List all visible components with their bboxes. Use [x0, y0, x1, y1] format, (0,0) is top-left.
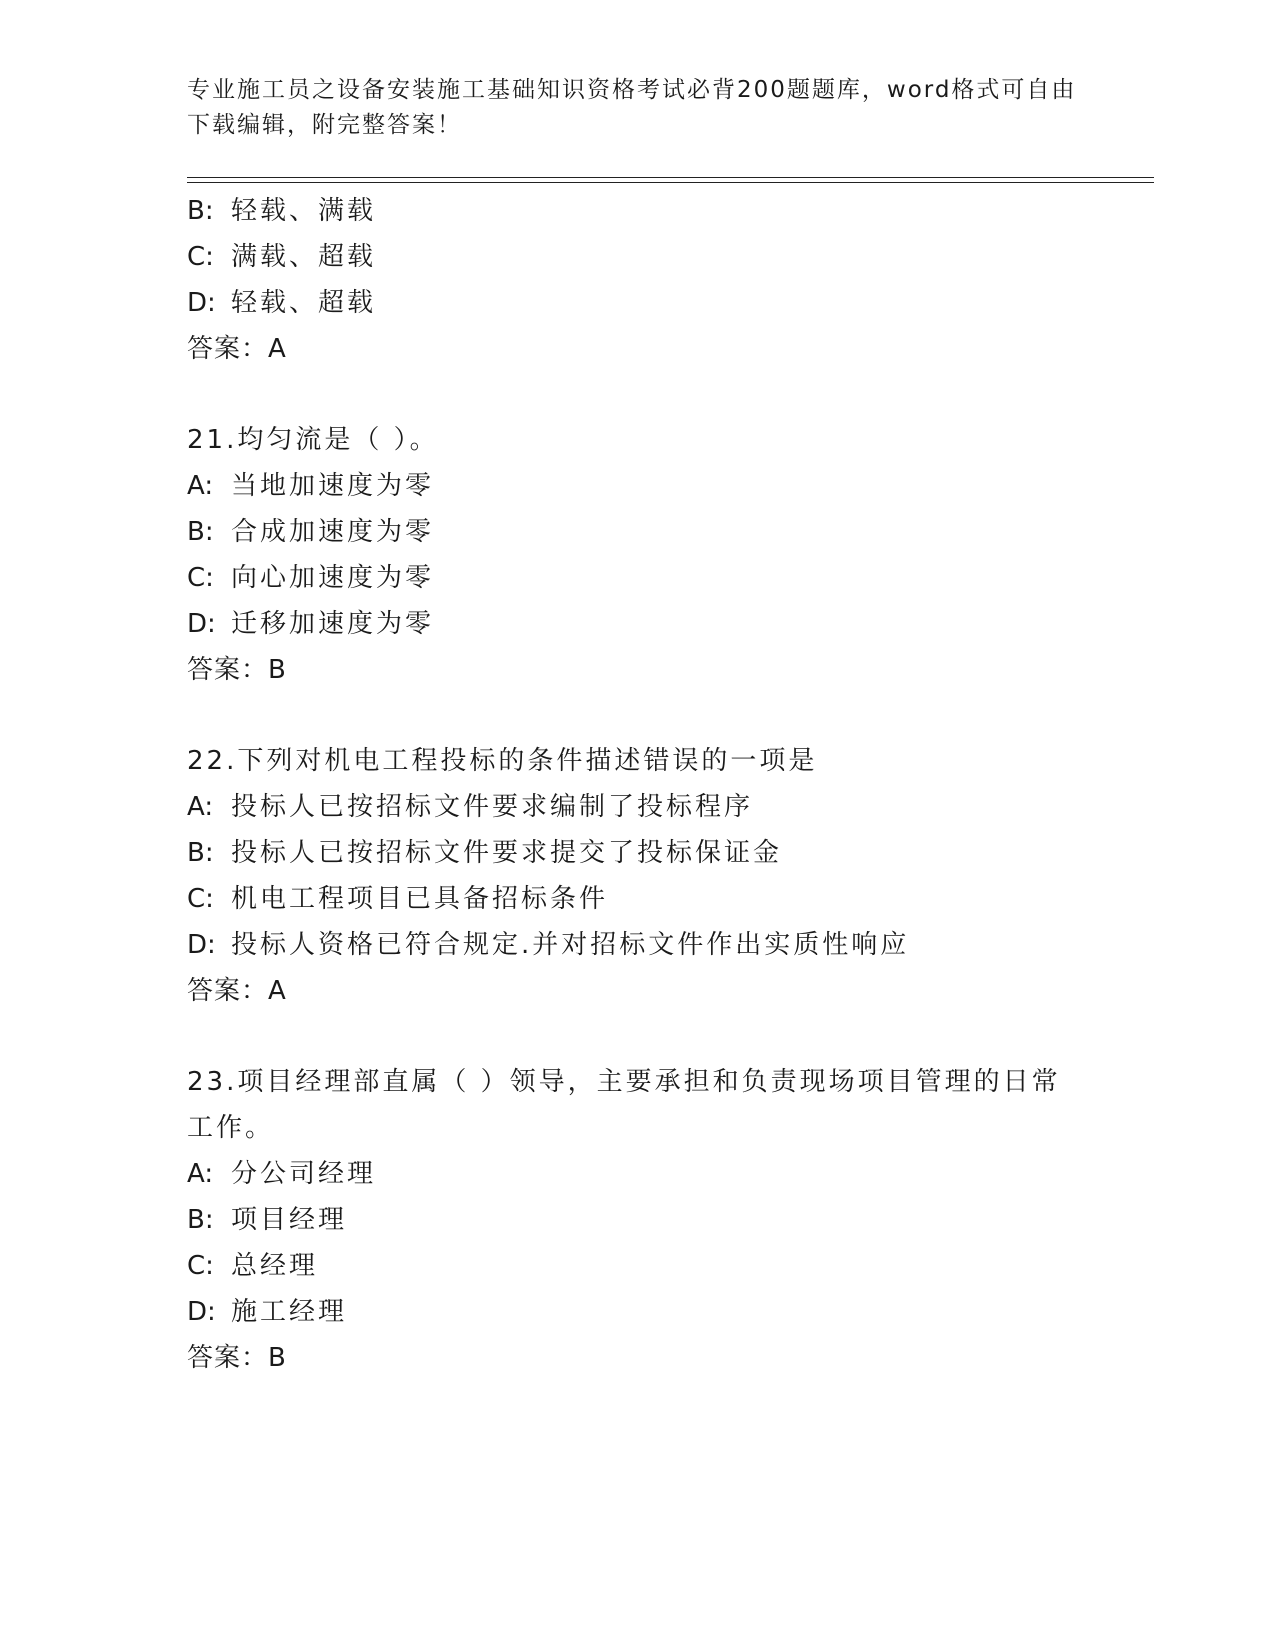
option-b	[187, 188, 1147, 234]
question-21	[187, 417, 1147, 693]
option-text: 投标人已按招标文件要求编制了投标程序	[231, 792, 754, 822]
option-c	[187, 555, 1147, 601]
option-letter: A:	[187, 792, 214, 822]
question-stem: 21.均匀流是（ ）。	[187, 425, 439, 455]
option-a	[187, 784, 1147, 830]
option-text: 合成加速度为零	[231, 517, 435, 547]
document-header	[187, 73, 1077, 143]
question-stem: 23.项目经理部直属（ ）领导，主要承担和负责现场项目管理的日常	[187, 1067, 1061, 1097]
spacer	[187, 372, 1147, 417]
answer-line: 答案：A	[187, 334, 287, 364]
answer-line: 答案：A	[187, 976, 287, 1006]
option-c	[187, 1243, 1147, 1289]
option-text: 当地加速度为零	[231, 471, 435, 501]
option-letter: C:	[187, 884, 214, 914]
option-b	[187, 1197, 1147, 1243]
option-letter: B:	[187, 838, 214, 868]
option-letter: B:	[187, 517, 214, 547]
option-a	[187, 1151, 1147, 1197]
option-c	[187, 234, 1147, 280]
option-b	[187, 509, 1147, 555]
option-text: 投标人资格已符合规定.并对招标文件作出实质性响应	[231, 930, 910, 960]
option-letter: C:	[187, 1251, 214, 1281]
option-d	[187, 601, 1147, 647]
option-text: 投标人已按招标文件要求提交了投标保证金	[231, 838, 783, 868]
option-text: 向心加速度为零	[231, 563, 435, 593]
header-line-2: 下载编辑，附完整答案！	[187, 112, 462, 138]
option-text: 轻载、超载	[231, 288, 377, 318]
option-b	[187, 830, 1147, 876]
option-text: 迁移加速度为零	[231, 609, 435, 639]
answer-line: 答案：B	[187, 655, 287, 685]
option-letter: D:	[187, 930, 216, 960]
option-d	[187, 922, 1147, 968]
option-letter: D:	[187, 609, 216, 639]
option-text: 施工经理	[231, 1297, 348, 1327]
spacer	[187, 693, 1147, 738]
question-20-continuation	[187, 188, 1147, 372]
option-d	[187, 280, 1147, 326]
option-letter: D:	[187, 288, 216, 318]
question-stem: 22.下列对机电工程投标的条件描述错误的一项是	[187, 746, 818, 776]
header-divider-top	[187, 177, 1154, 178]
question-22	[187, 738, 1147, 1014]
option-c	[187, 876, 1147, 922]
header-divider-bottom	[187, 182, 1154, 183]
spacer	[187, 1014, 1147, 1059]
option-letter: C:	[187, 242, 214, 272]
option-text: 轻载、满载	[231, 196, 377, 226]
option-letter: A:	[187, 471, 214, 501]
option-letter: B:	[187, 1205, 214, 1235]
option-a	[187, 463, 1147, 509]
option-text: 满载、超载	[231, 242, 377, 272]
question-23	[187, 1059, 1147, 1381]
option-letter: B:	[187, 196, 214, 226]
option-d	[187, 1289, 1147, 1335]
option-letter: D:	[187, 1297, 216, 1327]
option-text: 机电工程项目已具备招标条件	[231, 884, 609, 914]
option-text: 项目经理	[231, 1205, 348, 1235]
answer-line: 答案：B	[187, 1343, 287, 1373]
question-stem-continuation: 工作。	[187, 1113, 275, 1143]
option-text: 分公司经理	[231, 1159, 377, 1189]
option-letter: C:	[187, 563, 214, 593]
option-text: 总经理	[231, 1251, 319, 1281]
option-letter: A:	[187, 1159, 214, 1189]
question-list	[187, 188, 1147, 1381]
header-line-1: 专业施工员之设备安装施工基础知识资格考试必背200题题库，word格式可自由	[187, 77, 1077, 103]
